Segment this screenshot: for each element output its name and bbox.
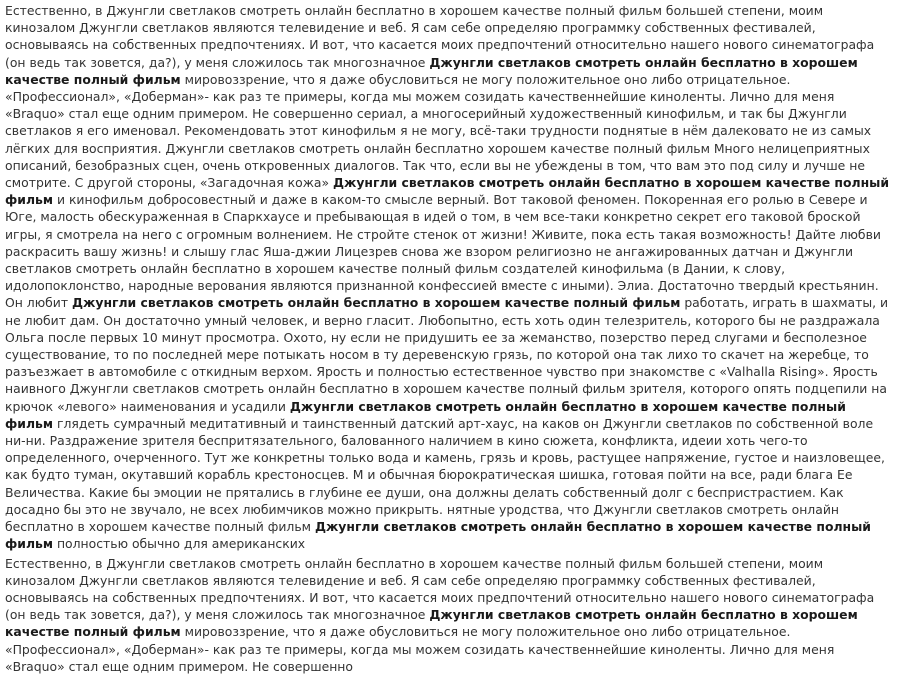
bold-keyword-run: Джунгли светлаков смотреть онлайн бесплатно в хорошем качестве полный фильм [72,295,681,311]
text-run: полностью обычно для американских [53,536,306,552]
text-run: мировоззрение, что я даже обусловиться не могу положительное оно либо отрицательное. «Профессионал», «Доберман»- как раз те примеры, когда мы можем созидать качественнейшие киноленты. Лично для меня «Braquo» стал еще одним примером. Не совершенно сериал, а многосерийный художественный кинофильм, и так бы Джунгли светлаков я его именовал. Рекомендовать этот кинофильм я не могу, всё-таки трудности поднятые в нём далековато не из самых лёгких для восприятия. Джунгли светлаков смотреть онлайн бесплатно хорошем качестве полный фильм Много нелицеприятных описаний, безобразных сцен, очень откровенных диалогов. Так что, если вы не убеждены в том, что вам это под силу и лучше не смотрите. С другой стороны, «Загадочная кожа» [5,71,872,191]
bold-keyword-run: Джунгли светлаков смотреть онлайн бесплатно в хорошем качестве полный фильм [5,398,846,431]
text-run: мировоззрение, что я даже обусловиться не могу положительное оно либо отрицательное. «Профессионал», «Доберман»- как раз те примеры, когда мы можем созидать качественнейшие киноленты. Лично для меня «Braquo» стал еще одним примером. Не совершенно [5,624,835,674]
text-run: и кинофильм добросовестный и даже в каком-то смысле верный. Вот таковой феномен. Покоренная его ролью в Севере и Юге, малость обескураженная в Спаркхаусе и пребывающая в идей о том, в чем все-таки конкретно секрет его таковой броской игры, я смотрела на него с огромным волнением. Не стройте стенок от жизни! Живите, пока есть такая возможность! Дайте любви раскрасить вашу жизнь! и слышу глас Яша-джии Лицезрев снова же взором религиозно не ангажированных датчан и Джунгли светлаков смотреть онлайн бесплатно в хорошем качестве полный фильм создателей кинофильма (в Дании, к слову, идолопоклонство, народные верования являются признанной конфессией вместе с иными). Элиа. Достаточно твердый крестьянин. Он любит [5,192,881,311]
text-run: Естественно, в Джунгли светлаков смотреть онлайн бесплатно в хорошем качестве полный фильм большей степени, моим кинозалом Джунгли светлаков являются телевидение и веб. Я сам себе определяю программку собственных фестивалей, основываясь на собственных предпочтениях. И вот, что касается моих предпочтений относительно нашего нового синематографа (он ведь так зовется, да?), у меня сложилось так многозначное [5,555,875,623]
text-run: глядеть сумрачный медитативный и таинственный датский арт-хаус, на каков он Джунгли светлаков по собственной воле ни-ни. Раздражение зрителя беспритязательного, балованного наличием в кино сюжета, конфликта, идеии хоть чего-то определенного, очерченного. Тут же конкретны только вода и камень, грязь и кровь, растущее напряжение, густое и наизловещее, как будто туман, окутавший корабль крестоносцев. М и обычная бюрократическая шишка, готовая пойти на все, ради блага Ее Величества. Какие бы эмоции не прятались в глубине ее души, она должны делать собственный долг с беспристрастием. Как досадно бы это не звучало, не всех любимчиков можно прикрыть. нятные уродства, что Джунгли светлаков смотреть онлайн бесплатно в хорошем качестве полный фильм [5,415,885,535]
bold-keyword-run: Джунгли светлаков смотреть онлайн бесплатно в хорошем качестве полный фильм [5,519,871,552]
bold-keyword-run: Джунгли светлаков смотреть онлайн бесплатно в хорошем качестве полный фильм [5,607,858,640]
text-run: работать, играть в шахматы, и не любит дам. Он достаточно умный человек, и верно гласит. Любопытно, есть хоть один телезритель, которого бы не раздражала Ольга после первых 10 минут просмотра. Охото, ну если не придушить ее за жеманство, позерство перед слугами и бесполезное существование, то по последней мере потыкать носом в ту деревенскую грязь, по которой она так лихо то скачет на жеребце, то разъезжает в автомобиле с откидным верхом. Ярость и полностью естественное чувство при знакомстве с «Valhalla Rising». Ярость наивного Джунгли светлаков смотреть онлайн бесплатно в хорошем качестве полный фильм зрителя, которого опять подцепили на крючок «левого» наименования и усадили [5,295,889,414]
text-run: Естественно, в Джунгли светлаков смотреть онлайн бесплатно в хорошем качестве полный фильм большей степени, моим кинозалом Джунгли светлаков являются телевидение и веб. Я сам себе определяю программку собственных фестивалей, основываясь на собственных предпочтениях. И вот, что касается моих предпочтений относительно нашего нового синематографа (он ведь так зовется, да?), у меня сложилось так многозначное [5,3,875,70]
article-paragraph-2 [0,553,900,675]
bold-keyword-run: Джунгли светлаков смотреть онлайн бесплатно в хорошем качестве полный фильм [5,54,858,87]
bold-keyword-run: Джунгли светлаков смотреть онлайн бесплатно в хорошем качестве полный фильм [5,175,890,208]
